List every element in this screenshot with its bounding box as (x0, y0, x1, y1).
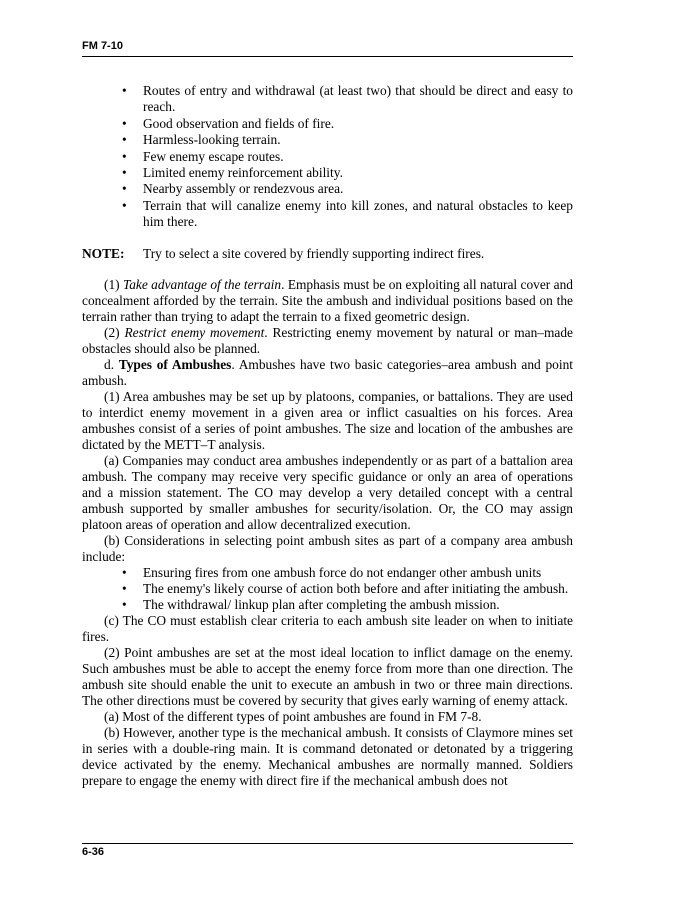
page-number: 6-36 (82, 846, 105, 858)
list-item: • Few enemy escape routes. (122, 148, 284, 164)
paragraph-types: d. Types of Ambushes. Ambushes have two basic categories–area ambush and point ambush. (82, 357, 573, 388)
paragraph-area-ambush: (1) Area ambushes may be set up by platoons, companies, or battalions. They are used to interdict enemy movement in a given area or inflict casualties on his forces. Area ambushes consist of a series of point ambushes. The size and location of the ambushes are dictated by the METT–T analysis. (82, 389, 573, 452)
list-item: • The withdrawal/ linkup plan after completing the ambush mission. (122, 597, 500, 612)
bullet-icon: • (122, 565, 127, 580)
list-item: • The enemy's likely course of action both before and after initiating the ambush. (122, 581, 569, 596)
paragraph-point-ambush: (2) Point ambushes are set at the most ideal location to inflict damage on the enemy. Such ambushes must be able to accept the enemy force from more than one direction. The ambush site should enable the unit to execute an ambush in two or three main directions. The other directions must be covered by security that gives early warning of enemy attack. (82, 645, 573, 708)
list-item: • Good observation and fields of fire. (122, 115, 335, 131)
bullet-icon: • (122, 83, 127, 98)
header-rule (82, 56, 573, 57)
paragraph-restrict: (2) Restrict enemy movement. Restricting enemy movement by natural or man–made obstacles should also be planned. (82, 325, 574, 356)
list-item: • Limited enemy reinforcement ability. (122, 165, 343, 181)
footer-rule (82, 843, 573, 844)
bullet-icon: • (122, 581, 127, 596)
bullet-icon: • (122, 132, 127, 148)
paragraph-companies: (a) Companies may conduct area ambushes independently or as part of a battalion area ambush. The company may receive very specific guidance or only an area of operations and a mission statement. The CO may develop a very detailed concept with a central ambush supported by smaller ambushes for security/isolation. Or, the CO may assign platoon areas of operation and allow decentralized execution. (82, 453, 573, 532)
list-item: • Routes of entry and withdrawal (at least two) that should be direct and easy to reach. (122, 83, 573, 115)
list-item: • Harmless-looking terrain. (122, 132, 281, 148)
bullet-icon: • (122, 115, 127, 131)
bullet-icon: • (122, 148, 127, 164)
paragraph-mechanical-ambush: (b) However, another type is the mechanical ambush. It consists of Claymore mines set in series with a double-ring main. It is command detonated or detonated by a triggering device activated by the enemy. Mechanical ambushes are normally manned. Soldiers prepare to engage the enemy with direct fire if the mechanical ambush does not (82, 725, 573, 788)
paragraph-criteria: (c) The CO must establish clear criteria to each ambush site leader on when to initiate fires. (82, 613, 573, 644)
considerations-list (82, 565, 573, 613)
running-header: FM 7-10 (82, 40, 123, 52)
bullet-icon: • (122, 165, 127, 181)
note-text: Try to select a site covered by friendly supporting indirect fires. (143, 246, 485, 261)
site-characteristics-list (82, 83, 573, 231)
note-label: NOTE: (82, 246, 125, 261)
main-text (82, 277, 573, 789)
paragraph-terrain: (1) Take advantage of the terrain. Emphasis must be on exploiting all natural cover and concealment afforded by the terrain. Site the ambush and individual positions based on the terrain rather than trying to adapt the terrain to a fixed geometric design. (82, 277, 573, 324)
bullet-icon: • (122, 197, 127, 213)
paragraph-fm-reference: (a) Most of the different types of point ambushes are found in FM 7-8. (104, 709, 482, 724)
list-item: • Ensuring fires from one ambush force do not endanger other ambush units (122, 565, 542, 580)
note (82, 246, 573, 262)
list-item: • Terrain that will canalize enemy into kill zones, and natural obstacles to keep him there. (122, 197, 573, 230)
list-item: • Nearby assembly or rendezvous area. (122, 181, 344, 197)
bullet-icon: • (122, 181, 127, 197)
paragraph-considerations: (b) Considerations in selecting point ambush sites as part of a company area ambush include: (82, 533, 573, 564)
bullet-icon: • (122, 597, 127, 612)
